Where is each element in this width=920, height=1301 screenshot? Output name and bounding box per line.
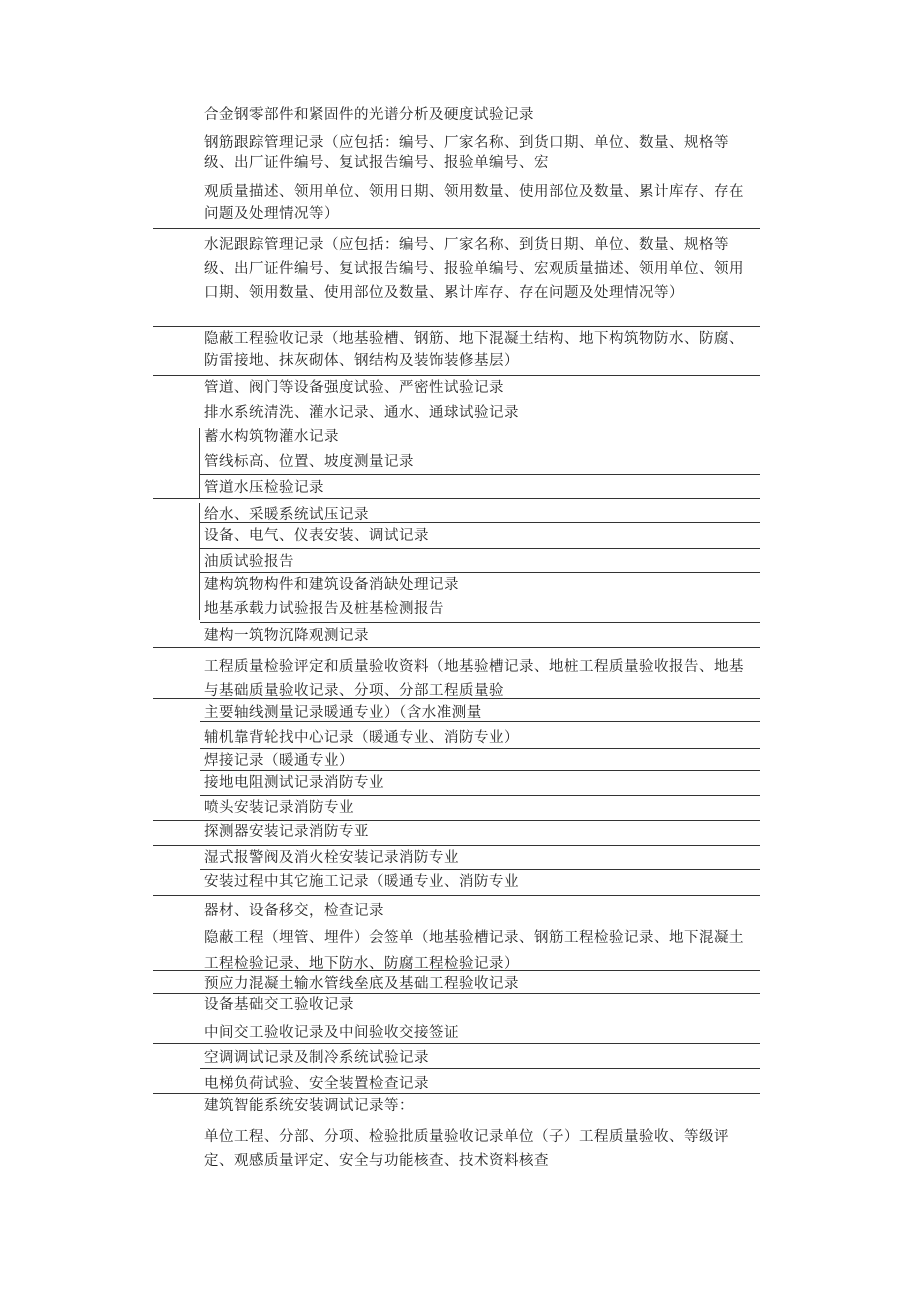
table-rule xyxy=(153,820,760,821)
text-line: 安装过程中其它施工记录（暖通专业、消防专业 xyxy=(204,874,519,890)
table-rule xyxy=(153,498,760,499)
table-rule-vertical xyxy=(199,428,200,498)
table-rule xyxy=(153,970,760,971)
table-rule xyxy=(153,993,760,994)
table-rule xyxy=(200,795,760,796)
table-rule xyxy=(153,228,760,229)
text-line: 排水系统清洗、灌水记录、通水、通球试验记录 xyxy=(204,405,519,421)
table-rule xyxy=(200,548,760,549)
table-rule xyxy=(200,572,760,573)
text-line: 设备、电气、仪表安装、调试记录 xyxy=(204,528,429,544)
table-rule xyxy=(200,1068,760,1069)
table-rule xyxy=(200,869,760,870)
text-line: 合金钢零部件和紧固件的光谱分析及硬度试验记录 xyxy=(204,107,534,123)
text-line: 级、出厂证件编号、复试报告编号、报验单编号、宏观质量描述、领用单位、领用 xyxy=(204,261,744,277)
text-line: 器材、设备移交，检查记录 xyxy=(204,903,384,919)
table-rule xyxy=(200,748,760,749)
text-line: 水泥跟踪管理记录（应包括：编号、厂家名称、到货日期、单位、数量、规格等 xyxy=(204,237,729,253)
text-line: 预应力混凝土输水管线垒底及基础工程验收记录 xyxy=(204,976,519,992)
table-rule xyxy=(200,622,760,623)
table-rule-vertical xyxy=(199,503,200,620)
text-line: 焊接记录（暖通专业） xyxy=(204,753,354,769)
text-line: 定、观感质量评定、安全与功能核查、技术资料核查 xyxy=(204,1153,549,1169)
text-line: 辅机靠背轮找中心记录（暖通专业、消防专业） xyxy=(204,730,519,746)
table-rule xyxy=(153,698,760,699)
table-rule xyxy=(153,326,760,327)
text-line: 主要轴线测量记录暖通专业）（含水准测量 xyxy=(204,705,482,721)
text-line: 防雷接地、抹灰砌体、钢结构及装饰装修基层） xyxy=(204,353,519,369)
text-line: 隐蔽工程验收记录（地基验槽、钢筋、地下混凝土结构、地下构筑物防水、防腐、 xyxy=(204,331,744,347)
text-line: 单位工程、分部、分项、检验批质量验收记录单位（子）工程质量验收、等级评 xyxy=(204,1129,729,1145)
table-rule xyxy=(153,1043,760,1044)
text-line: 蓄水构筑物灌水记录 xyxy=(204,429,339,445)
table-rule xyxy=(200,721,760,722)
text-line: 建构一筑物沉降观测记录 xyxy=(204,628,369,644)
text-line: 探测器安装记录消防专亚 xyxy=(204,824,369,840)
table-rule xyxy=(200,522,760,523)
text-line: 中间交工验收记录及中间验收交接签证 xyxy=(204,1025,459,1041)
table-rule xyxy=(153,375,760,376)
text-line: 管线标高、位置、坡度测量记录 xyxy=(204,454,414,470)
text-line: 管道、阀门等设备强度试验、严密性试验记录 xyxy=(204,380,504,396)
text-line: 口期、领用数量、使用部位及数量、累计库存、存在问题及处理情况等） xyxy=(204,285,684,301)
text-line: 接地电阻测试记录消防专业 xyxy=(204,775,384,791)
text-line: 给水、采暖系统试压记录 xyxy=(204,507,369,523)
text-line: 油质试验报告 xyxy=(204,554,294,570)
table-rule xyxy=(153,895,760,896)
text-line: 与基础质量验收记录、分项、分部工程质量验 xyxy=(204,683,504,698)
text-line: 建筑智能系统安装调试记录等： xyxy=(204,1098,414,1114)
text-line: 隐蔽工程（埋管、埋件）会签单（地基验槽记录、钢筋工程检验记录、地下混凝土 xyxy=(204,930,744,946)
text-line: 空调调试记录及制冷系统试验记录 xyxy=(204,1050,429,1066)
text-line: 工程质量检验评定和质量验收资料（地基验槽记录、地桩工程质量验收报告、地基 xyxy=(204,659,744,675)
text-line: 喷头安装记录消防专业 xyxy=(204,800,354,816)
text-line: 电梯负荷试验、安全装置检查记录 xyxy=(204,1076,429,1092)
text-line: 观质量描述、领用单位、领用日期、领用数量、使用部位及数量、累计库存、存在 xyxy=(204,184,744,200)
table-rule xyxy=(153,1093,760,1094)
text-line: 建构筑物构件和建筑设备消缺处理记录 xyxy=(204,577,459,593)
table-rule xyxy=(153,647,760,648)
text-line: 设备基础交工验收记录 xyxy=(204,997,354,1013)
text-line: 湿式报警阀及消火栓安装记录消防专业 xyxy=(204,850,459,866)
text-line: 工程检验记录、地下防水、防腐工程检验记录） xyxy=(204,956,519,971)
table-rule xyxy=(200,474,760,475)
text-line: 问题及处理情况等） xyxy=(204,206,339,222)
text-line: 管道水压检验记录 xyxy=(204,480,324,496)
text-line: 级、出厂证件编号、复试报告编号、报验单编号、宏 xyxy=(204,155,549,171)
table-rule xyxy=(200,770,760,771)
text-line: 钢筋跟踪管理记录（应包括：编号、厂家名称、到货口期、单位、数量、规格等 xyxy=(204,135,729,151)
table-rule xyxy=(153,845,760,846)
text-line: 地基承载力试验报告及桩基检测报告 xyxy=(204,601,444,617)
